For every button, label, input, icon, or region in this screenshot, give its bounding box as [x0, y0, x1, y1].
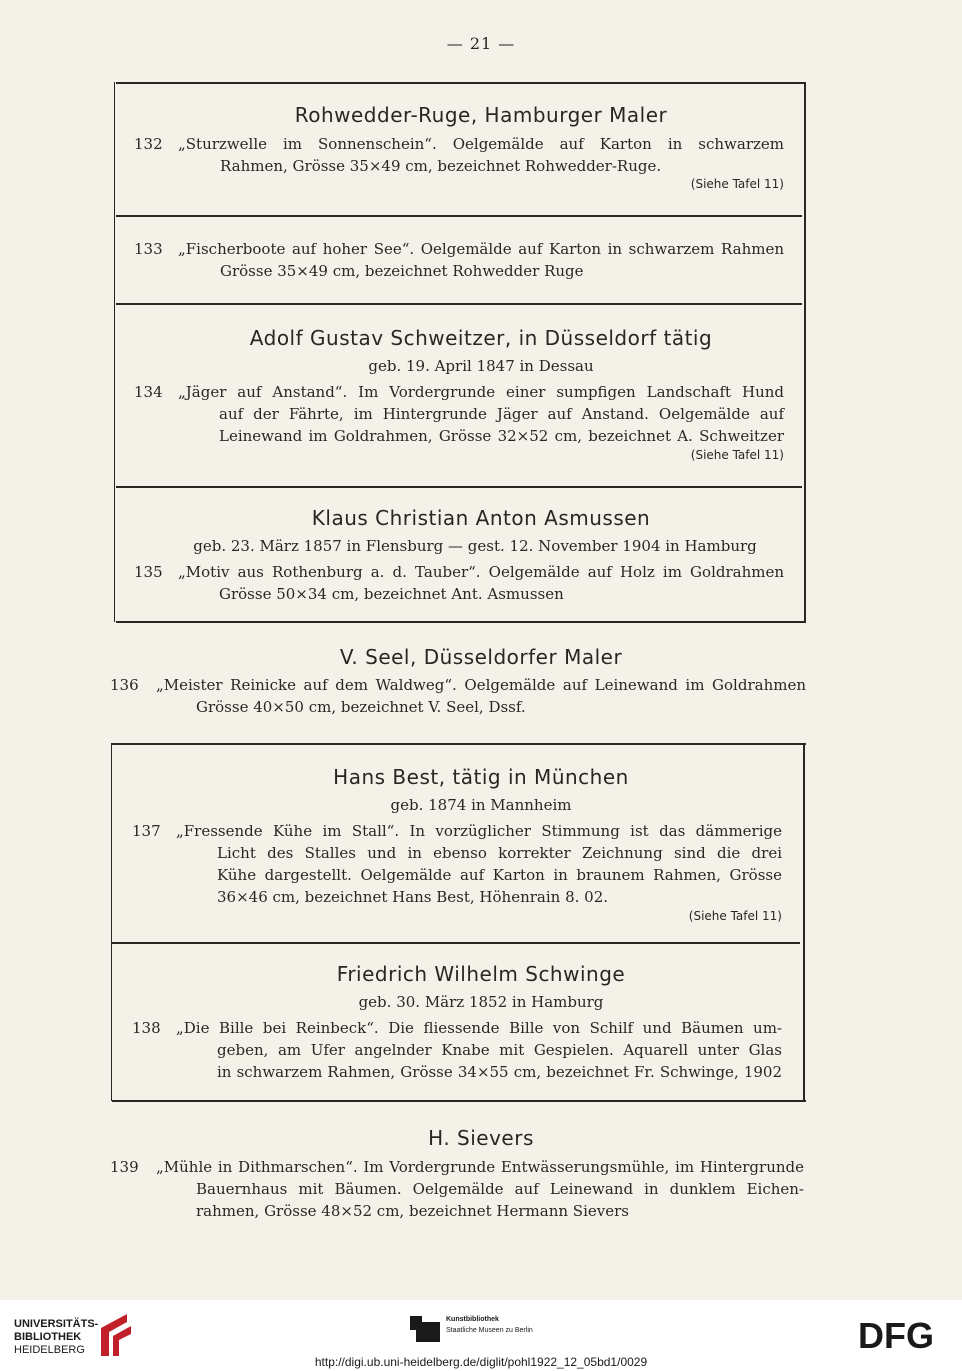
catalog-entry-139	[110, 1156, 808, 1226]
entry-number: 132	[134, 135, 163, 153]
entry-line: „Fischerboote auf hoher See“. Oelgemälde auf Karton in schwarzem Rahmen	[178, 240, 784, 258]
dfg-logo	[858, 1318, 950, 1352]
plate-reference: (Siehe Tafel 11)	[690, 177, 784, 191]
entry-line: Grösse 40×50 cm, bezeichnet V. Seel, Dssf.	[196, 698, 526, 716]
rule	[116, 486, 802, 488]
catalog-entry-135	[134, 561, 786, 611]
entry-line: „Motiv aus Rothenburg a. d. Tauber“. Oelgemälde auf Holz im Goldrahmen	[178, 563, 784, 581]
entry-number: 139	[110, 1158, 139, 1176]
entry-line: geben, am Ufer angelnder Knabe mit Gespielen. Aquarell unter Glas	[217, 1041, 782, 1059]
artist-bio: geb. 23. März 1857 in Flensburg — gest. 12. November 1904 in Hamburg	[193, 537, 757, 555]
entry-line: „Die Bille bei Reinbeck“. Die fliessende Bille von Schilf und Bäumen um-	[176, 1019, 782, 1037]
entry-line: Rahmen, Grösse 35×49 cm, bezeichnet Rohwedder-Ruge.	[220, 157, 662, 175]
entry-line: „Fressende Kühe im Stall“. In vorzüglicher Stimmung ist das dämmerige	[176, 822, 782, 840]
entry-number: 135	[134, 563, 163, 581]
university-library-logo-icon	[97, 1310, 135, 1360]
artist-bio: geb. 1874 in Mannheim	[390, 796, 572, 814]
entry-line: Grösse 50×34 cm, bezeichnet Ant. Asmussen	[219, 585, 564, 603]
svg-text:DFG: DFG	[858, 1318, 934, 1352]
catalog-entry-132	[134, 133, 786, 183]
artist-heading-best: Hans Best, tätig in München	[333, 765, 629, 789]
entry-line: Leinewand im Goldrahmen, Grösse 32×52 cm, bezeichnet A. Schweitzer	[219, 427, 784, 445]
catalog-entry-133	[134, 238, 786, 288]
entry-line: „Sturzwelle im Sonnenschein“. Oelgemälde auf Karton in schwarzem	[178, 135, 784, 153]
artist-heading-seel: V. Seel, Düsseldorfer Maler	[339, 645, 623, 669]
artist-heading-rohwedder: Rohwedder-Ruge, Hamburger Maler	[294, 103, 668, 127]
entry-line: Grösse 35×49 cm, bezeichnet Rohwedder Ruge	[220, 262, 584, 280]
entry-line: 36×46 cm, bezeichnet Hans Best, Höhenrain 8. 02.	[217, 888, 609, 906]
entry-line: „Jäger auf Anstand“. Im Vordergrunde einer sumpfigen Landschaft Hund	[178, 383, 784, 401]
catalog-entry-136	[110, 674, 808, 724]
rule	[116, 215, 802, 217]
entry-line: „Mühle in Dithmarschen“. Im Vordergrunde Entwässerungsmühle, im Hintergrunde	[156, 1158, 804, 1176]
library-name: UNIVERSITÄTS- BIBLIOTHEK HEIDELBERG	[14, 1318, 99, 1356]
catalog-entry-137	[132, 820, 784, 910]
artist-bio: geb. 30. März 1852 in Hamburg	[358, 993, 604, 1011]
source-url: http://digi.ub.uni-heidelberg.de/diglit/pohl1922_12_05bd1/0029	[314, 1355, 648, 1369]
entry-line: in schwarzem Rahmen, Grösse 34×55 cm, bezeichnet Fr. Schwinge, 1902	[217, 1063, 782, 1081]
entry-line: „Meister Reinicke auf dem Waldweg“. Oelgemälde auf Leinewand im Goldrahmen	[156, 676, 806, 694]
entry-line: Bauernhaus mit Bäumen. Oelgemälde auf Leinewand in dunklem Eichen-	[196, 1180, 804, 1198]
rule-bottom-2	[112, 1100, 806, 1102]
entry-number: 134	[134, 383, 163, 401]
entry-number: 136	[110, 676, 139, 694]
rule	[116, 303, 802, 305]
rule	[112, 942, 800, 944]
artist-heading-schwinge: Friedrich Wilhelm Schwinge	[336, 962, 626, 986]
rule-bottom-1	[116, 621, 806, 623]
entry-number: 133	[134, 240, 163, 258]
entry-line: Kühe dargestellt. Oelgemälde auf Karton in braunem Rahmen, Grösse	[217, 866, 782, 884]
catalog-entry-138	[132, 1017, 784, 1087]
plate-reference: (Siehe Tafel 11)	[688, 909, 782, 923]
catalog-entry-134	[134, 381, 786, 451]
artist-heading-sievers: H. Sievers	[428, 1126, 534, 1150]
artist-heading-asmussen: Klaus Christian Anton Asmussen	[311, 506, 651, 530]
entry-line: auf der Fährte, im Hintergrunde Jäger auf Anstand. Oelgemälde auf	[219, 405, 784, 423]
entry-line: Licht des Stalles und in ebenso korrekter Zeichnung sind die drei	[217, 844, 782, 862]
kunstbibliothek-logo-icon	[410, 1316, 440, 1342]
entry-line: rahmen, Grösse 48×52 cm, bezeichnet Hermann Sievers	[196, 1202, 629, 1220]
entry-number: 137	[132, 822, 161, 840]
artist-bio: geb. 19. April 1847 in Dessau	[368, 357, 594, 375]
plate-reference: (Siehe Tafel 11)	[690, 448, 784, 462]
kunstbibliothek-label: Kunstbibliothek Staatliche Museen zu Berlin	[446, 1316, 533, 1334]
entry-number: 138	[132, 1019, 161, 1037]
page-number: — 21 —	[446, 34, 516, 53]
artist-heading-schweitzer: Adolf Gustav Schweitzer, in Düsseldorf tätig	[249, 326, 713, 350]
